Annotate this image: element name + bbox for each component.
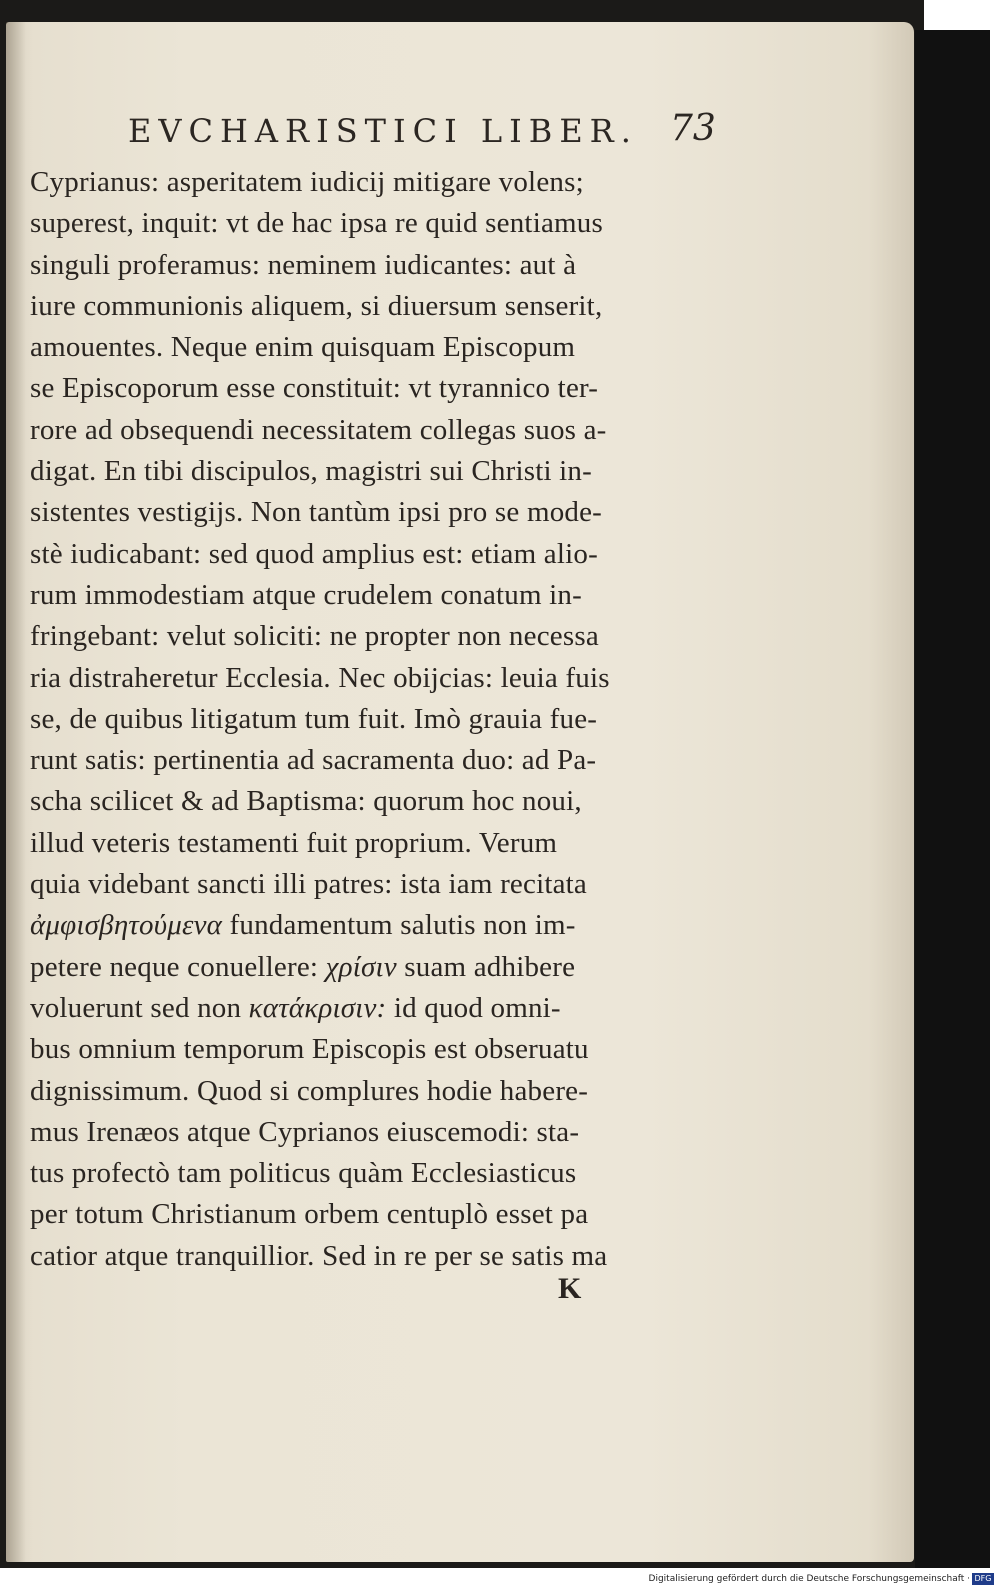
text-line-mixed xyxy=(30,947,730,988)
text-line: ria distraheretur Ecclesia. Nec obijcias: leuia fuis xyxy=(30,661,610,694)
text-line-mixed xyxy=(30,988,730,1029)
text-line: scha scilicet & ad Baptisma: quorum hoc noui, xyxy=(30,785,582,818)
text-line: amouentes. Neque enim quisquam Episcopum xyxy=(30,331,576,364)
text-line: dignissimum. Quod si complures hodie habere- xyxy=(30,1074,589,1107)
running-head: EVCHARISTICI LIBER. xyxy=(128,112,638,150)
text-line: rum immodestiam atque crudelem conatum in- xyxy=(30,578,582,611)
dfg-logo: DFG xyxy=(972,1573,994,1585)
text-line: rore ad obsequendi necessitatem collegas suos a- xyxy=(30,413,607,446)
latin-text: id quod omni- xyxy=(393,991,561,1024)
text-line: runt satis: pertinentia ad sacramenta duo: ad Pa- xyxy=(30,744,597,777)
text-line: se Episcoporum esse constituit: vt tyrannico ter- xyxy=(30,372,599,405)
page-gutter-shadow xyxy=(6,22,26,1562)
text-line: iure communionis aliquem, si diuersum senserit, xyxy=(30,289,603,322)
digitization-credit: Digitalisierung gefördert durch die Deutsche Forschungsgemeinschaft · xyxy=(648,1574,970,1584)
text-line: singuli proferamus: neminem iudicantes: aut à xyxy=(30,248,577,281)
latin-text: fundamentum salutis non im- xyxy=(229,909,576,942)
text-line: Cyprianus: asperitatem iudicij mitigare volens; xyxy=(30,166,584,198)
text-line: per totum Christianum orbem centuplò esset pa xyxy=(30,1198,589,1231)
text-line: fringebant: velut soliciti: ne propter non necessa xyxy=(30,620,599,653)
body-text xyxy=(30,162,730,1277)
page-number: 73 xyxy=(670,108,716,149)
text-line: bus omnium temporum Episcopis est obseruatu xyxy=(30,1033,589,1066)
text-line: sistentes vestigijs. Non tantùm ipsi pro se mode- xyxy=(30,496,603,529)
latin-text: petere neque conuellere: xyxy=(30,950,319,983)
text-line: quia videbant sancti illi patres: ista iam recitata xyxy=(30,868,587,901)
text-line: catior atque tranquillior. Sed in re per se satis ma xyxy=(30,1239,608,1272)
latin-text: voluerunt sed non xyxy=(30,991,242,1024)
latin-text: suam adhibere xyxy=(404,950,576,983)
text-line: stè iudicabant: sed quod amplius est: etiam alio- xyxy=(30,537,598,570)
signature-mark: K xyxy=(558,1272,582,1305)
text-line: digat. En tibi discipulos, magistri sui Christi in- xyxy=(30,455,592,488)
greek-word: χρίσιν xyxy=(325,950,397,983)
greek-word: ἀμφισβητούμενα xyxy=(30,909,223,942)
text-line: mus Irenæos atque Cyprianos eiuscemodi: sta- xyxy=(30,1115,580,1148)
text-line: se, de quibus litigatum tum fuit. Imò grauia fue- xyxy=(30,702,598,735)
book-edge-right xyxy=(915,30,990,1568)
text-line: tus profectò tam politicus quàm Ecclesiasticus xyxy=(30,1157,577,1190)
text-line: illud veteris testamenti fuit proprium. Verum xyxy=(30,826,558,859)
text-line: superest, inquit: vt de hac ipsa re quid sentiamus xyxy=(30,207,603,240)
greek-word: κατάκρισιν: xyxy=(248,991,387,1024)
text-line-mixed xyxy=(30,905,730,946)
